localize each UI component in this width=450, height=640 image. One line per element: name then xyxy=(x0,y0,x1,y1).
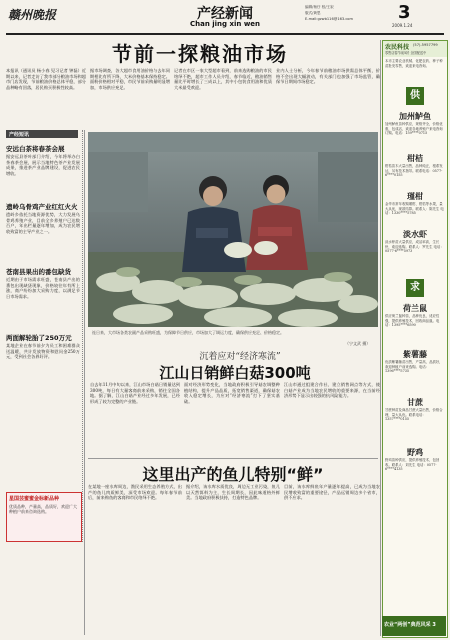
market-photo xyxy=(88,132,378,327)
ads-header xyxy=(383,41,447,57)
masthead-rule xyxy=(6,33,444,35)
ad-title-2: 柑桔 xyxy=(407,154,423,163)
article-2-col-3: 江山市通过组建合作社、建立销售网点等方式，使白菇产业成为当地农民增收的重要来源，在当前经济形势下显示出较强的抗风险能力。 xyxy=(284,382,380,399)
photo-caption: 连日来，大市场各类农副产品采购旺盛，为保障节日供应，市场加大了调运力度，确保供应充足、价格稳定。 xyxy=(92,330,284,335)
section-pinyin: Chan jing xin wen xyxy=(189,20,261,28)
page-number: 3 xyxy=(398,2,411,23)
main-headline: 节前一探粮油市场 xyxy=(112,42,288,66)
news-body-4: 某地企业在春节前夕为员工和困难群众送温暖，共计发放物资和慰问金250万元，受到社会各界好评。 xyxy=(6,343,80,360)
editor-line: 编辑/杨仔 校/王寂 xyxy=(305,5,334,9)
ad-title-5: 荷兰鼠 xyxy=(403,304,427,313)
article-2-col-2: 面对经济形势变化，当地政府积极引导菇农调整种植结构，提升产品品质，拓宽销售渠道，确保菇农收入稳定增长，为应对“经济寒流”打下了坚实基础。 xyxy=(184,382,280,404)
email-line: E-mail:gzwb116@163.com xyxy=(305,17,353,21)
column-rule-right xyxy=(380,40,381,636)
ad-body-8: 野鸡苗种供应，提供养殖技术，包回收。联系人：刘先生 电话：0577-6****4135 xyxy=(385,458,440,472)
ad-title-1: 加州鲈鱼 xyxy=(399,112,431,121)
news-title-2: 遗岭乌骨鸡产业红红火火 xyxy=(6,203,78,211)
article-3-headline: 这里出产的鱼儿特别“鲜” xyxy=(142,465,324,484)
ad-title-8: 野鸡 xyxy=(407,448,423,457)
ad-body-4: 淡水虾苗大量供应，成活率高，生长快，欢迎选购。联系人：罗先生 电话：0577-6****5973 xyxy=(385,240,444,254)
ad-title-7: 甘蔗 xyxy=(407,398,423,407)
issue-date: 2009.1.24 xyxy=(392,23,413,28)
design-line: 版式/黄思 xyxy=(305,11,321,15)
sidebar-header xyxy=(6,130,78,138)
news-body-1: 据安远县茶叶部门介绍，今年将举办白茶春茶会展，展示当地特色茶产业发展成果，推进茶产业品牌建设，促进农民增收。 xyxy=(6,154,80,176)
sidebar-ad-body: 优质品种，产量高，品质好，欢迎广大种植户前来咨询选购。 xyxy=(9,504,77,515)
section-title: 产经新闻 xyxy=(197,6,253,22)
article-2-deck: 沉着应对“经济寒流” xyxy=(199,352,281,362)
news-title-3: 苍南县果出的番包缺货 xyxy=(6,268,71,276)
ads-subtitle: 零售店春节前5折 全国配送中 xyxy=(385,51,427,55)
lead-column-4: 业内人士分析，今年春节前粮油市场供需总体平衡，价格不会出现大幅波动，有关部门也加强了市场监管，确保节日期间市场稳定。 xyxy=(276,68,380,85)
lead-column-1: 本报讯（通讯员 杨小春 见习记者 钟磊）近期以来，记者走访了我市部分粮油市场和超市门店发现，节前粮油价格总体平稳，部分品种略有回落，居民购买积极性较高。 xyxy=(6,68,86,90)
newspaper-logo: 赣州晚报 xyxy=(8,8,57,22)
ad-title-4: 淡水虾 xyxy=(403,230,427,239)
news-title-4: 两面解轮胎了250万元 xyxy=(6,334,72,342)
sidebar-header-label: 产经短讯 xyxy=(9,132,30,138)
ad-body-6: 优质紫薯藤苗出售，产量高，品质好，欢迎种植户前来选购。电话：1396****5735 xyxy=(385,360,443,374)
article-2-headline: 江山日销鲜白菇300吨 xyxy=(159,364,311,382)
ad-body-3: 金华市常年收购瑾柑、柑桔等水果，量大从优，现款结算。联系人：陈先生 电话：1330****5785 xyxy=(385,202,444,216)
photo-credit: （宁文武 摄） xyxy=(345,341,371,346)
ad-title-6: 紫薯藤 xyxy=(403,350,427,359)
article-3-col-2: 据介绍，该水库水质优良，周边无工业污染，鱼儿以天然饵料为主，生长周期长，因此味道格外鲜美。当地政府积极扶持，打造特色品牌。 xyxy=(186,484,280,501)
sidebar-ad-title: 星国芸蜜蜜金标新品种 xyxy=(9,496,60,502)
news-body-2: 遗岭乡依托当地资源优势，大力发展乌骨鸡养殖产业，目前全乡养殖户已达数百户，年出栏量逐年增加，成为农民增收致富的主导产业之一。 xyxy=(6,212,80,234)
lead-column-2: 据市场调查，各大超市食用油价格与去年同期相比有所下降，大米价格基本保持稳定。面粉价格相对平稳，市民节前采购量明显增加，市场供应充足。 xyxy=(90,68,170,90)
lead-column-3: 记者在市区一家大型超市看到，前来选购粮油的市民络绎不绝，超市工作人员介绍，春节临近，粮油销售量比平时增长了三成以上，其中小包装食用油和优质大米最受欢迎。 xyxy=(174,68,272,90)
column-rule-left xyxy=(84,130,85,635)
bottom-banner-text: 农业“两创”典范风采 3 xyxy=(384,622,436,628)
bottom-banner xyxy=(382,616,446,636)
ad-title-3: 瑾柑 xyxy=(407,192,423,201)
section-rule xyxy=(88,458,378,459)
ads-top-text: 本市主要农业机械、化肥农药、种子种苗批发零售，欢迎来电咨询。 xyxy=(385,59,443,68)
article-3-col-3: 目前，该水库鲜鱼年产量逐年提高，已成为当地农民增收致富的重要途径，产品远销周边多个省市，供不应求。 xyxy=(284,484,380,501)
masthead xyxy=(0,0,450,34)
news-title-1: 安远白茶将春茶会展 xyxy=(6,145,65,153)
photo-illustration xyxy=(88,132,378,327)
ads-brand: 农民科技 xyxy=(385,44,410,51)
demand-marker: 求 xyxy=(406,279,424,297)
supply-marker: 供 xyxy=(406,87,424,105)
ads-phone: (57)-5957799 xyxy=(413,43,438,47)
sidebar-ad xyxy=(6,492,82,542)
news-body-3: 近期由于市场需求旺盛，苍南县产出的番包出现缺货现象，价格较往年有所上涨，商户纷纷加大采购力度，以满足节日市场需求。 xyxy=(6,277,80,299)
ad-body-5: 供应荷兰鼠种苗，品种优良，适应性强，提供养殖技术，回收商品鼠。电话：1395****6590 xyxy=(385,314,440,328)
left-sidebar xyxy=(6,130,83,542)
article-2-col-1: 自去年11月中旬以来，江山市场白菇日销量达到300吨，每日有大量客商前来采购，销往全国各地。据了解，江山白菇产业经过多年发展，已经形成了较为完整的产业链。 xyxy=(90,382,180,404)
right-ads xyxy=(382,40,448,638)
article-3-col-1: 在某地一座水库周边，渔民采用生态养殖方式，出产的鱼儿肉质鲜美，深受市场欢迎。每年春节前后，前来购鱼的客商和市民络绎不绝。 xyxy=(88,484,182,501)
ad-body-1: 加州鲈鱼苗种供应，规格齐全，价格优惠，包成活，欢迎各地养殖户来电咨询订购。电话：159****0715 xyxy=(385,122,443,136)
ad-body-7: 甘蔗种苗及商品甘蔗大量出售，价格合理，量大从优。联系电话：1357****0155 xyxy=(385,408,443,422)
ad-body-2: 柑桔苗木大量出售，品种纯正，根系发达，另有技术指导。联系电话：0577-6****0155 xyxy=(385,164,443,178)
